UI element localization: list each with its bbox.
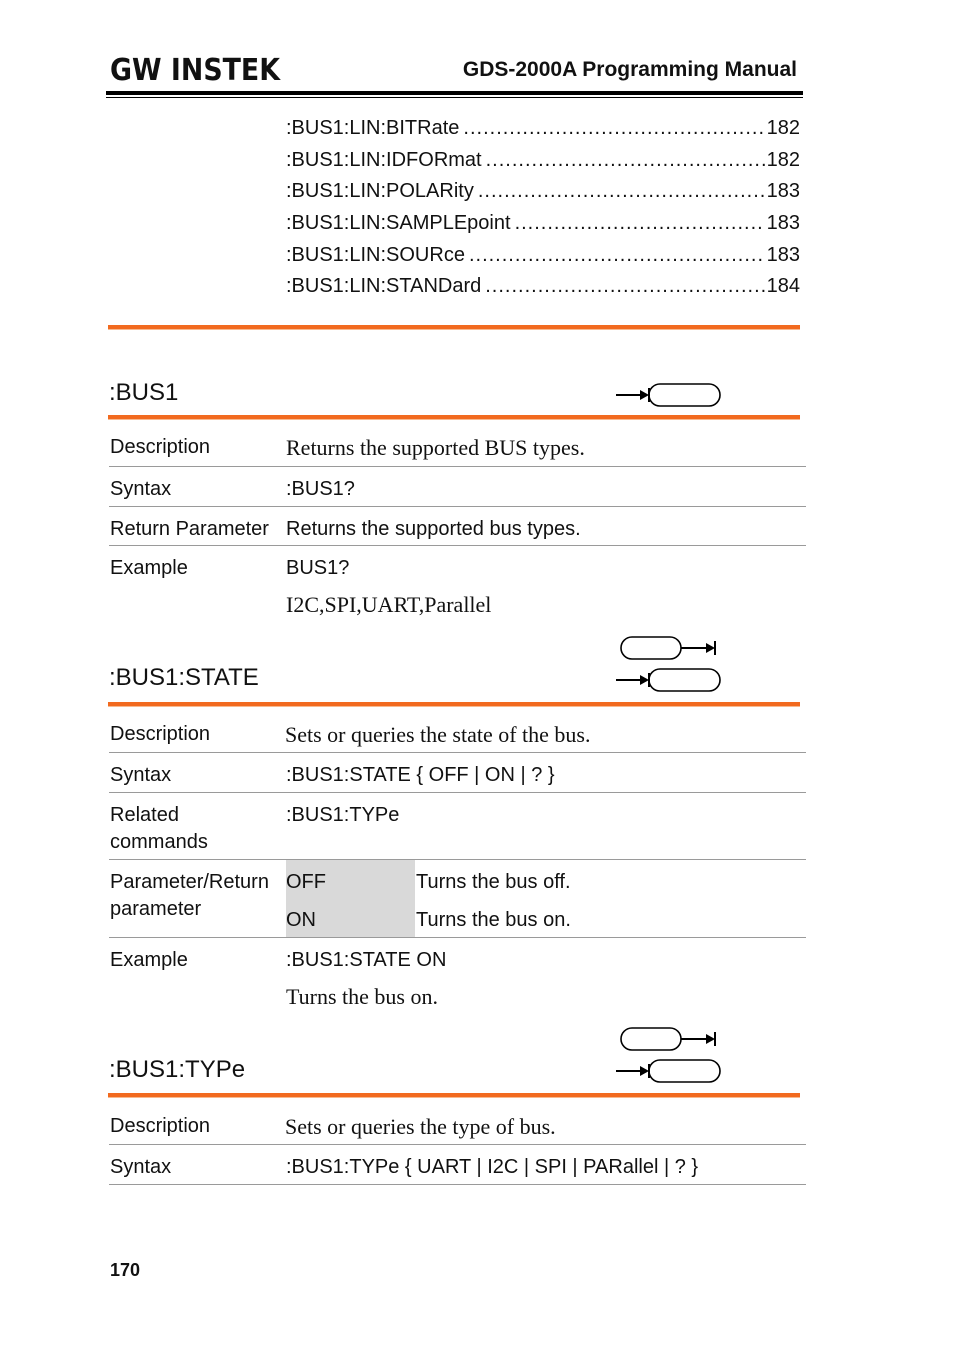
query-badge-icon [614,382,724,408]
toc-command: :BUS1:LIN:SAMPLEpoint [286,212,511,235]
toc-leader [469,241,765,269]
example-command: BUS1? [286,557,350,579]
toc-entry[interactable] [286,272,800,304]
related-row [109,793,806,860]
parameter-label-line2: parameter [110,898,202,920]
return-row [109,507,806,546]
description-text: Sets or queries the type of bus. [285,1114,556,1139]
toc-page: 182 [766,148,800,171]
section-title-bus1-state: :BUS1:STATE [109,664,259,691]
example-command: :BUS1:STATE ON [286,949,447,971]
toc-page: 183 [766,212,800,235]
related-command: :BUS1:TYPe [286,804,400,826]
toc-command: :BUS1:LIN:BITRate [286,117,460,139]
logo-text: GW INSTEK [110,53,282,88]
toc-page: 184 [766,275,800,298]
syntax-text: :BUS1:TYPe { UART | I2C | SPI | PARallel | ? } [286,1156,699,1178]
example-result: I2C,SPI,UART,Parallel [286,592,492,617]
syntax-text: :BUS1? [286,478,355,500]
toc-command: :BUS1:LIN:IDFORmat [286,148,482,171]
description-label: Description [110,436,211,458]
syntax-text: :BUS1:STATE { OFF | ON | ? } [286,764,555,786]
toc-list [286,114,800,304]
related-label: Related [110,804,179,826]
page-number: 170 [110,1260,141,1280]
syntax-row [109,467,806,507]
toc-entry[interactable] [286,241,800,273]
set-query-badge-icon [614,1026,724,1086]
toc-entry[interactable] [286,209,800,241]
toc-entry[interactable] [286,177,800,209]
toc-leader [478,177,765,205]
parameter-name: ON [286,909,316,931]
syntax-row [109,753,806,793]
description-row [109,716,806,753]
description-row [109,1108,806,1145]
example-label: Example [110,557,188,579]
toc-leader [463,114,764,142]
section-title-rule [108,1093,800,1098]
parameter-name: OFF [286,871,326,893]
toc-leader [515,209,765,237]
return-label: Return Parameter [110,518,269,540]
description-row [109,430,806,467]
parameter-label: Parameter/Return [110,871,269,893]
toc-command: :BUS1:LIN:POLARity [286,180,474,203]
related-label-line2: commands [110,831,208,853]
example-row [109,546,806,626]
description-text: Returns the supported BUS types. [286,435,585,460]
manual-title: GDS-2000A Programming Manual [462,58,797,81]
section-divider [108,325,800,330]
section-title-rule [108,702,800,707]
syntax-label: Syntax [110,478,172,500]
toc-page: 183 [766,243,800,266]
syntax-row [109,1145,806,1185]
toc-command: :BUS1:LIN:SOURce [286,243,465,266]
return-text: Returns the supported bus types. [286,518,581,540]
example-label: Example [110,949,188,971]
parameter-row [109,860,806,938]
description-label: Description [110,723,211,745]
section-title-bus1-type: :BUS1:TYPe [109,1056,246,1083]
syntax-label: Syntax [110,1156,172,1178]
description-text: Sets or queries the state of the bus. [285,722,591,747]
parameter-desc: Turns the bus off. [416,871,571,893]
toc-entry[interactable] [286,146,800,178]
header-rule [106,91,803,95]
example-result: Turns the bus on. [286,984,438,1009]
toc-page: 183 [766,180,800,203]
header-rule-thin [106,97,803,98]
syntax-label: Syntax [110,764,172,786]
toc-leader [486,146,765,174]
gw-instek-logo [110,50,285,90]
toc-page: 182 [766,117,800,139]
parameter-desc: Turns the bus on. [416,909,571,931]
example-row [109,938,806,1018]
section-title-rule [108,415,800,420]
toc-entry[interactable] [286,114,800,146]
set-query-badge-icon [614,635,724,695]
toc-command: :BUS1:LIN:STANDard [286,275,482,298]
section-title-bus1: :BUS1 [109,379,179,406]
description-label: Description [110,1115,211,1137]
toc-leader [485,272,764,300]
